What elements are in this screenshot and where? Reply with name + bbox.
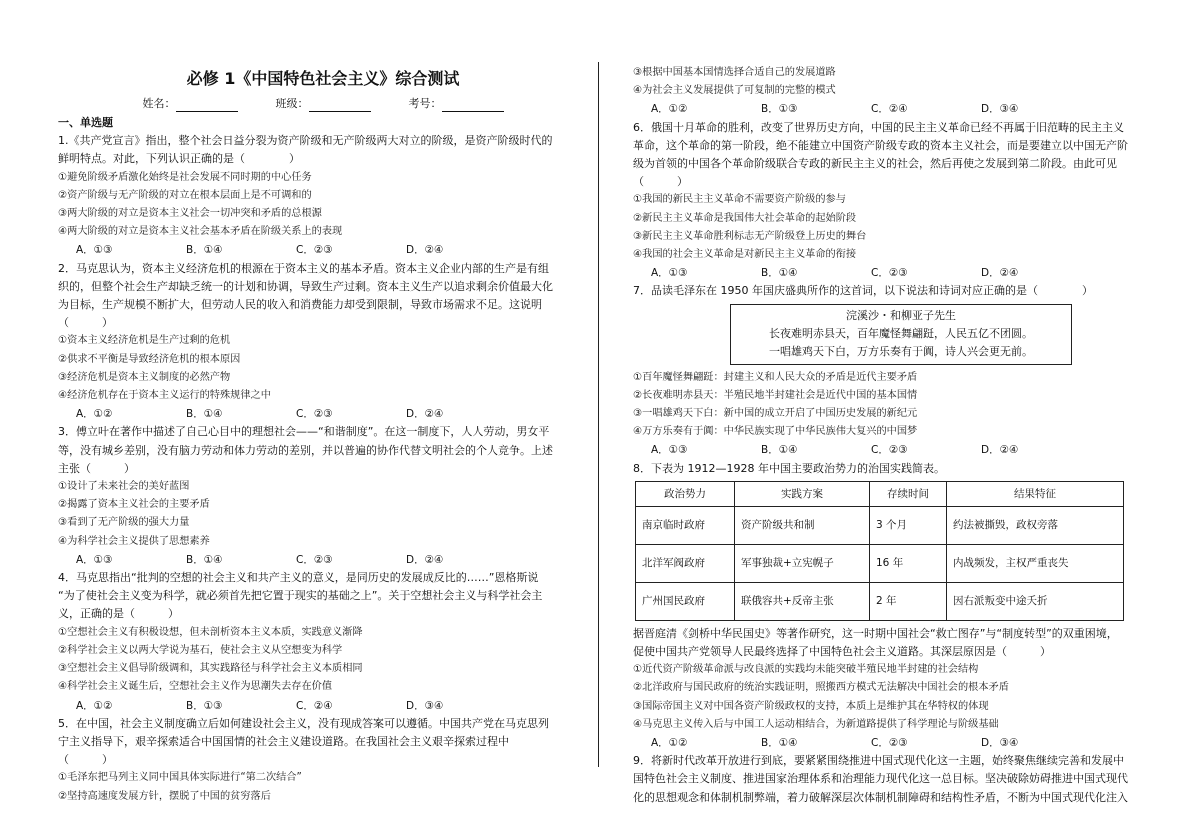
question-text: “为了使社会主义变为科学，就必须首先把它置于现实的基础之上”。关于空想社会主义与科学社会主 [58, 589, 543, 603]
choice-c[interactable]: C．②③ [871, 737, 908, 750]
table-cell: 军事独裁+立宪幌子 [735, 544, 870, 582]
question-text: （ ） [633, 175, 688, 189]
question-text: （ ） [58, 316, 113, 330]
table-header: 实践方案 [735, 481, 870, 506]
choice-a[interactable]: A．①② [76, 408, 113, 421]
choice-b[interactable]: B．①③ [186, 699, 223, 712]
table-cell: 2 年 [870, 582, 947, 620]
table-cell: 16 年 [870, 544, 947, 582]
table-cell: 资产阶级共和制 [735, 506, 870, 544]
question-7 [633, 282, 1143, 459]
statement: ①近代资产阶级革命派与改良派的实践均未能突破半殖民地半封建的社会结构 [633, 664, 979, 676]
exam-number-field[interactable]: 考号： [409, 96, 504, 112]
poem-box [730, 304, 1072, 365]
answer-choices [633, 734, 1143, 752]
choice-c[interactable]: C．②③ [296, 553, 333, 566]
choice-d[interactable]: D．②④ [406, 408, 444, 421]
statement: ③看到了无产阶级的强大力量 [58, 517, 190, 529]
choice-d[interactable]: D．②④ [981, 267, 1019, 280]
statement: ②北洋政府与国民政府的统治实践证明，照搬西方模式无法解决中国社会的根本矛盾 [633, 682, 1009, 694]
question-text: 织的，但整个社会生产却缺乏统一的计划和协调，导致生产过剩。资本主义生产以追求剩余价值最大化 [58, 279, 553, 293]
statement: ④经济危机存在于资本主义运行的特殊规律之中 [58, 390, 271, 402]
question-text: 6．俄国十月革命的胜利，改变了世界历史方向，中国的民主主义革命已经不再属于旧范畴的民主主义 [633, 120, 1124, 134]
question-text: 8．下表为 1912—1928 年中国主要政治势力的治国实践简表。 [633, 461, 945, 475]
question-text: 据晋庭清《剑桥中华民国史》等著作研究，这一时期中国社会“救亡图存”与“制度转型”的双重困境， [633, 626, 1118, 640]
choice-a[interactable]: A．①③ [651, 267, 688, 280]
question-text: 2．马克思认为，资本主义经济危机的根源在于资本主义的基本矛盾。资本主义企业内部的生产是有组 [58, 261, 549, 275]
question-5 [58, 715, 588, 806]
table-header-row [636, 481, 1124, 506]
statement: ①百年魔怪舞翩跹：封建主义和人民大众的矛盾是近代主要矛盾 [633, 371, 918, 383]
statement: ②长夜难明赤县天：半殖民地半封建社会是近代中国的基本国情 [633, 389, 918, 401]
table-cell: 因右派叛变中途夭折 [947, 582, 1124, 620]
statement: ③空想社会主义倡导阶级调和，其实践路径与科学社会主义本质相同 [58, 663, 363, 675]
question-text: 5．在中国，社会主义制度确立后如何建设社会主义，没有现成答案可以遵循。中国共产党在马克思列 [58, 716, 549, 730]
statement: ④为社会主义发展提供了可复制的完整的模式 [633, 85, 836, 97]
statement: ③一唱雄鸡天下白：新中国的成立开启了中国历史发展的新纪元 [633, 408, 918, 420]
poem-line: 一唱雄鸡天下白，万方乐奏有于阗，诗人兴会更无前。 [769, 344, 1033, 358]
statement: ④马克思主义传入后与中国工人运动相结合，为新道路提供了科学理论与阶级基础 [633, 718, 999, 730]
statement: ②揭露了资本主义社会的主要矛盾 [58, 499, 210, 511]
class-field[interactable]: 班级： [276, 96, 371, 112]
question-text: 9．将新时代改革开放进行到底，要紧紧围绕推进中国式现代化这一主题，始终聚焦继续完善和发展中 [633, 754, 1124, 768]
question-text: 鲜明特点。对此，下列认识正确的是（ ） [58, 152, 300, 166]
question-text: 促使中国共产党领导人民最终选择了中国特色社会主义道路。其深层原因是（ ） [633, 645, 1051, 659]
table-header: 结果特征 [947, 481, 1124, 506]
choice-c[interactable]: C．②③ [296, 408, 333, 421]
politics-table [635, 481, 1124, 621]
statement: ①我国的新民主主义革命不需要资产阶级的参与 [633, 194, 846, 206]
answer-choices [58, 551, 588, 569]
statement: ④我国的社会主义革命是对新民主主义革命的衔接 [633, 249, 857, 261]
choice-d[interactable]: D．③④ [981, 103, 1019, 116]
question-text: （ ） [58, 753, 113, 767]
question-9 [633, 752, 1143, 807]
question-3 [58, 423, 588, 569]
statement: ②新民主主义革命是我国伟大社会革命的起始阶段 [633, 212, 857, 224]
question-text: 3．傅立叶在著作中描述了自己心目中的理想社会——“和谐制度”。在这一制度下，人人劳动，男女平 [58, 425, 550, 439]
question-8 [633, 460, 1143, 753]
table-row [636, 506, 1124, 544]
answer-choices [58, 405, 588, 423]
statement: ①空想社会主义有积极设想，但未剖析资本主义本质，实践意义渐降 [58, 626, 363, 638]
question-text: 1.《共产党宣言》指出，整个社会日益分裂为资产阶级和无产阶级两大对立的阶级，是资产阶级时代的 [58, 134, 553, 148]
statement: ②资产阶级与无产阶级的对立在根本层面上是不可调和的 [58, 189, 312, 201]
question-2 [58, 260, 588, 424]
choice-d[interactable]: D．②④ [406, 244, 444, 257]
table-header: 政治势力 [636, 481, 735, 506]
question-text: 革命，这个革命的第一阶段，绝不能建立中国资产阶级专政的资本主义社会，而是要建立以中国无产阶 [633, 138, 1128, 152]
choice-a[interactable]: A．①③ [651, 444, 688, 457]
choice-d[interactable]: D．③④ [406, 699, 444, 712]
table-header: 存续时间 [870, 481, 947, 506]
choice-a[interactable]: A．①③ [76, 553, 113, 566]
choice-b[interactable]: B．①④ [186, 553, 223, 566]
statement: ③两大阶级的对立是资本主义社会一切冲突和矛盾的总根源 [58, 208, 322, 220]
poem-line: 长夜难明赤县天，百年魔怪舞翩跹，人民五亿不团圆。 [769, 326, 1033, 340]
answer-choices [633, 100, 1143, 118]
choice-b[interactable]: B．①③ [761, 103, 798, 116]
page-title: 必修 1《中国特色社会主义》综合测试 [186, 69, 460, 88]
choice-b[interactable]: B．①④ [186, 244, 223, 257]
question-text: 宁主义指导下，艰辛探索适合中国国情的社会主义建设道路。在我国社会主义艰辛探索过程中 [58, 734, 509, 748]
choice-b[interactable]: B．①④ [761, 737, 798, 750]
choice-c[interactable]: C．②③ [871, 267, 908, 280]
statement: ①资本主义经济危机是生产过剩的危机 [58, 335, 231, 347]
statement: ④万方乐奏有于阗：中华民族实现了中华民族伟大复兴的中国梦 [633, 426, 918, 438]
student-info [58, 96, 588, 112]
column-divider [598, 62, 599, 767]
table-cell: 南京临时政府 [636, 506, 735, 544]
statement: ④两大阶级的对立是资本主义社会基本矛盾在阶级关系上的表现 [58, 226, 343, 238]
choice-c[interactable]: C．②④ [296, 699, 333, 712]
choice-d[interactable]: D．②④ [981, 444, 1019, 457]
choice-d[interactable]: D．②④ [406, 553, 444, 566]
choice-a[interactable]: A．①② [651, 737, 688, 750]
statement: ①避免阶级矛盾激化始终是社会发展不同时期的中心任务 [58, 171, 312, 183]
name-field[interactable]: 姓名： [143, 96, 238, 112]
left-column [58, 60, 588, 806]
statement: ④为科学社会主义提供了思想素养 [58, 535, 210, 547]
statement: ④科学社会主义诞生后，空想社会主义作为思潮失去存在价值 [58, 681, 333, 693]
choice-b[interactable]: B．①④ [761, 444, 798, 457]
table-cell: 北洋军阀政府 [636, 544, 735, 582]
answer-choices [58, 697, 588, 715]
question-text: 主张（ ） [58, 461, 135, 475]
statement: ②坚持高速度发展方针，摆脱了中国的贫穷落后 [58, 790, 271, 802]
statement: ②供求不平衡是导致经济危机的根本原因 [58, 353, 241, 365]
choice-c[interactable]: C．②③ [871, 444, 908, 457]
section-heading: 一、单选题 [58, 116, 113, 129]
choice-b[interactable]: B．①④ [186, 408, 223, 421]
statement: ③根据中国基本国情选择合适自己的发展道路 [633, 67, 836, 78]
question-text: 为目标，生产规模不断扩大，但劳动人民的收入和消费能力却受到限制，导致市场需求不足。这说明 [58, 298, 542, 312]
right-column [633, 64, 1143, 807]
choice-a[interactable]: A．①③ [76, 244, 113, 257]
question-4 [58, 569, 588, 715]
question-text: 国特色社会主义制度、推进国家治理体系和治理能力现代化这一总目标。坚决破除妨碍推进中国式现代 [633, 772, 1128, 786]
choice-c[interactable]: C．②③ [296, 244, 333, 257]
choice-c[interactable]: C．②④ [871, 103, 908, 116]
statement: ②科学社会主义以两大学说为基石，使社会主义从空想变为科学 [58, 644, 343, 656]
question-text: 7．品读毛泽东在 1950 年国庆盛典所作的这首词，以下说法和诗词对应正确的是（ ） [633, 284, 1093, 298]
question-text: 4．马克思指出“批判的空想的社会主义和共产主义的意义，是同历史的发展成反比的……”恩格斯说 [58, 571, 539, 585]
statement: ③国际帝国主义对中国各资产阶级政权的支持，本质上是维护其在华特权的体现 [633, 700, 989, 712]
question-text: 等，没有城乡差别，没有脑力劳动和体力劳动的差别，并以普遍的协作代替文明社会的个人竞争。上述 [58, 443, 553, 457]
question-6 [633, 119, 1143, 283]
table-row [636, 544, 1124, 582]
statement: ①设计了未来社会的美好蓝图 [58, 481, 190, 493]
question-1 [58, 132, 588, 259]
answer-choices [633, 264, 1143, 282]
choice-b[interactable]: B．①④ [761, 267, 798, 280]
statement: ③新民主主义革命胜利标志无产阶级登上历史的舞台 [633, 230, 867, 242]
question-text: 义，正确的是（ ） [58, 607, 179, 621]
table-cell: 内战频发，主权严重丧失 [947, 544, 1124, 582]
choice-a[interactable]: A．①② [76, 699, 113, 712]
table-row [636, 582, 1124, 620]
question-text: 化的思想观念和体制机制弊端，着力破解深层次体制机制障碍和结构性矛盾，不断为中国式现代化注入 [633, 790, 1128, 804]
table-cell: 广州国民政府 [636, 582, 735, 620]
answer-choices [58, 241, 588, 259]
table-cell: 联俄容共+反帝主张 [735, 582, 870, 620]
choice-a[interactable]: A．①② [651, 103, 688, 116]
statement: ③经济危机是资本主义制度的必然产物 [58, 371, 231, 383]
poem-title: 浣溪沙・和柳亚子先生 [846, 308, 956, 322]
question-text: 级为首领的中国各个革命阶级联合专政的新民主主义的社会，然后再使之发展到第二阶段。由此可见 [633, 157, 1117, 171]
answer-choices [633, 441, 1143, 459]
statement: ①毛泽东把马列主义同中国具体实际进行“第二次结合” [58, 772, 302, 784]
table-cell: 约法被撕毁，政权旁落 [947, 506, 1124, 544]
choice-d[interactable]: D．③④ [981, 737, 1019, 750]
table-cell: 3 个月 [870, 506, 947, 544]
